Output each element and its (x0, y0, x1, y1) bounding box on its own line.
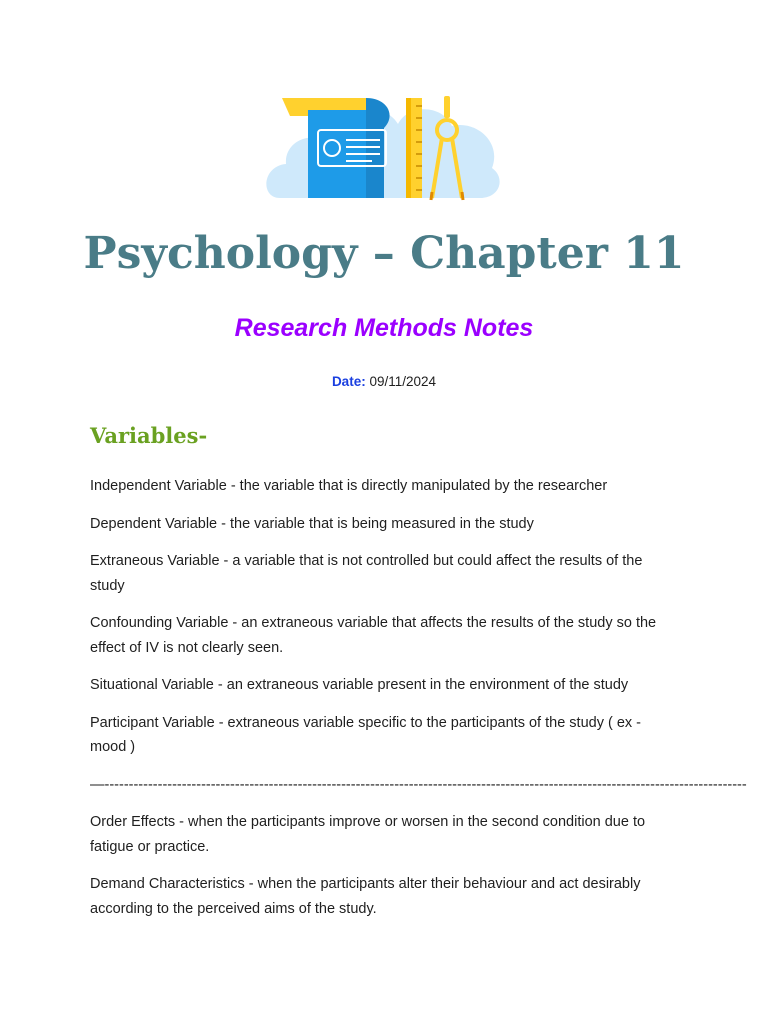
variable-definition: Extraneous Variable - a variable that is not controlled but could affect the results of the study (90, 553, 643, 594)
header-illustration (266, 68, 502, 202)
date-line (0, 374, 768, 389)
variables-heading: Variables- (90, 423, 208, 448)
date-label: Date: (331, 374, 366, 389)
effect-definition: Order Effects - when the participants improve or worsen in the second condition due to fatigue or practice. (90, 814, 646, 855)
notes-body (90, 474, 747, 934)
study-tools-illustration (266, 68, 502, 202)
variable-definition: Confounding Variable - an extraneous variable that affects the results of the study so the effect of IV is not clearly seen. (90, 615, 657, 656)
variable-definition: Independent Variable - the variable that is directly manipulated by the researcher (90, 478, 608, 494)
date-value: 09/11/2024 (369, 374, 437, 389)
page-title: Psychology – Chapter 11 (83, 228, 685, 279)
page-subtitle: Research Methods Notes (234, 314, 534, 342)
dashed-divider: —------------------------------------------------------------------------------------------------------------------------------------- (90, 776, 747, 793)
variable-definition: Situational Variable - an extraneous variable present in the environment of the study (90, 677, 629, 693)
variable-definition: Dependent Variable - the variable that is being measured in the study (90, 515, 534, 532)
variable-definition: Participant Variable - extraneous variable specific to the participants of the study ( ex - mood ) (90, 714, 642, 755)
ruler-icon (406, 98, 422, 198)
effect-definition: Demand Characteristics - when the participants alter their behaviour and act desirably according to the perceived aims of the study. (90, 876, 641, 917)
